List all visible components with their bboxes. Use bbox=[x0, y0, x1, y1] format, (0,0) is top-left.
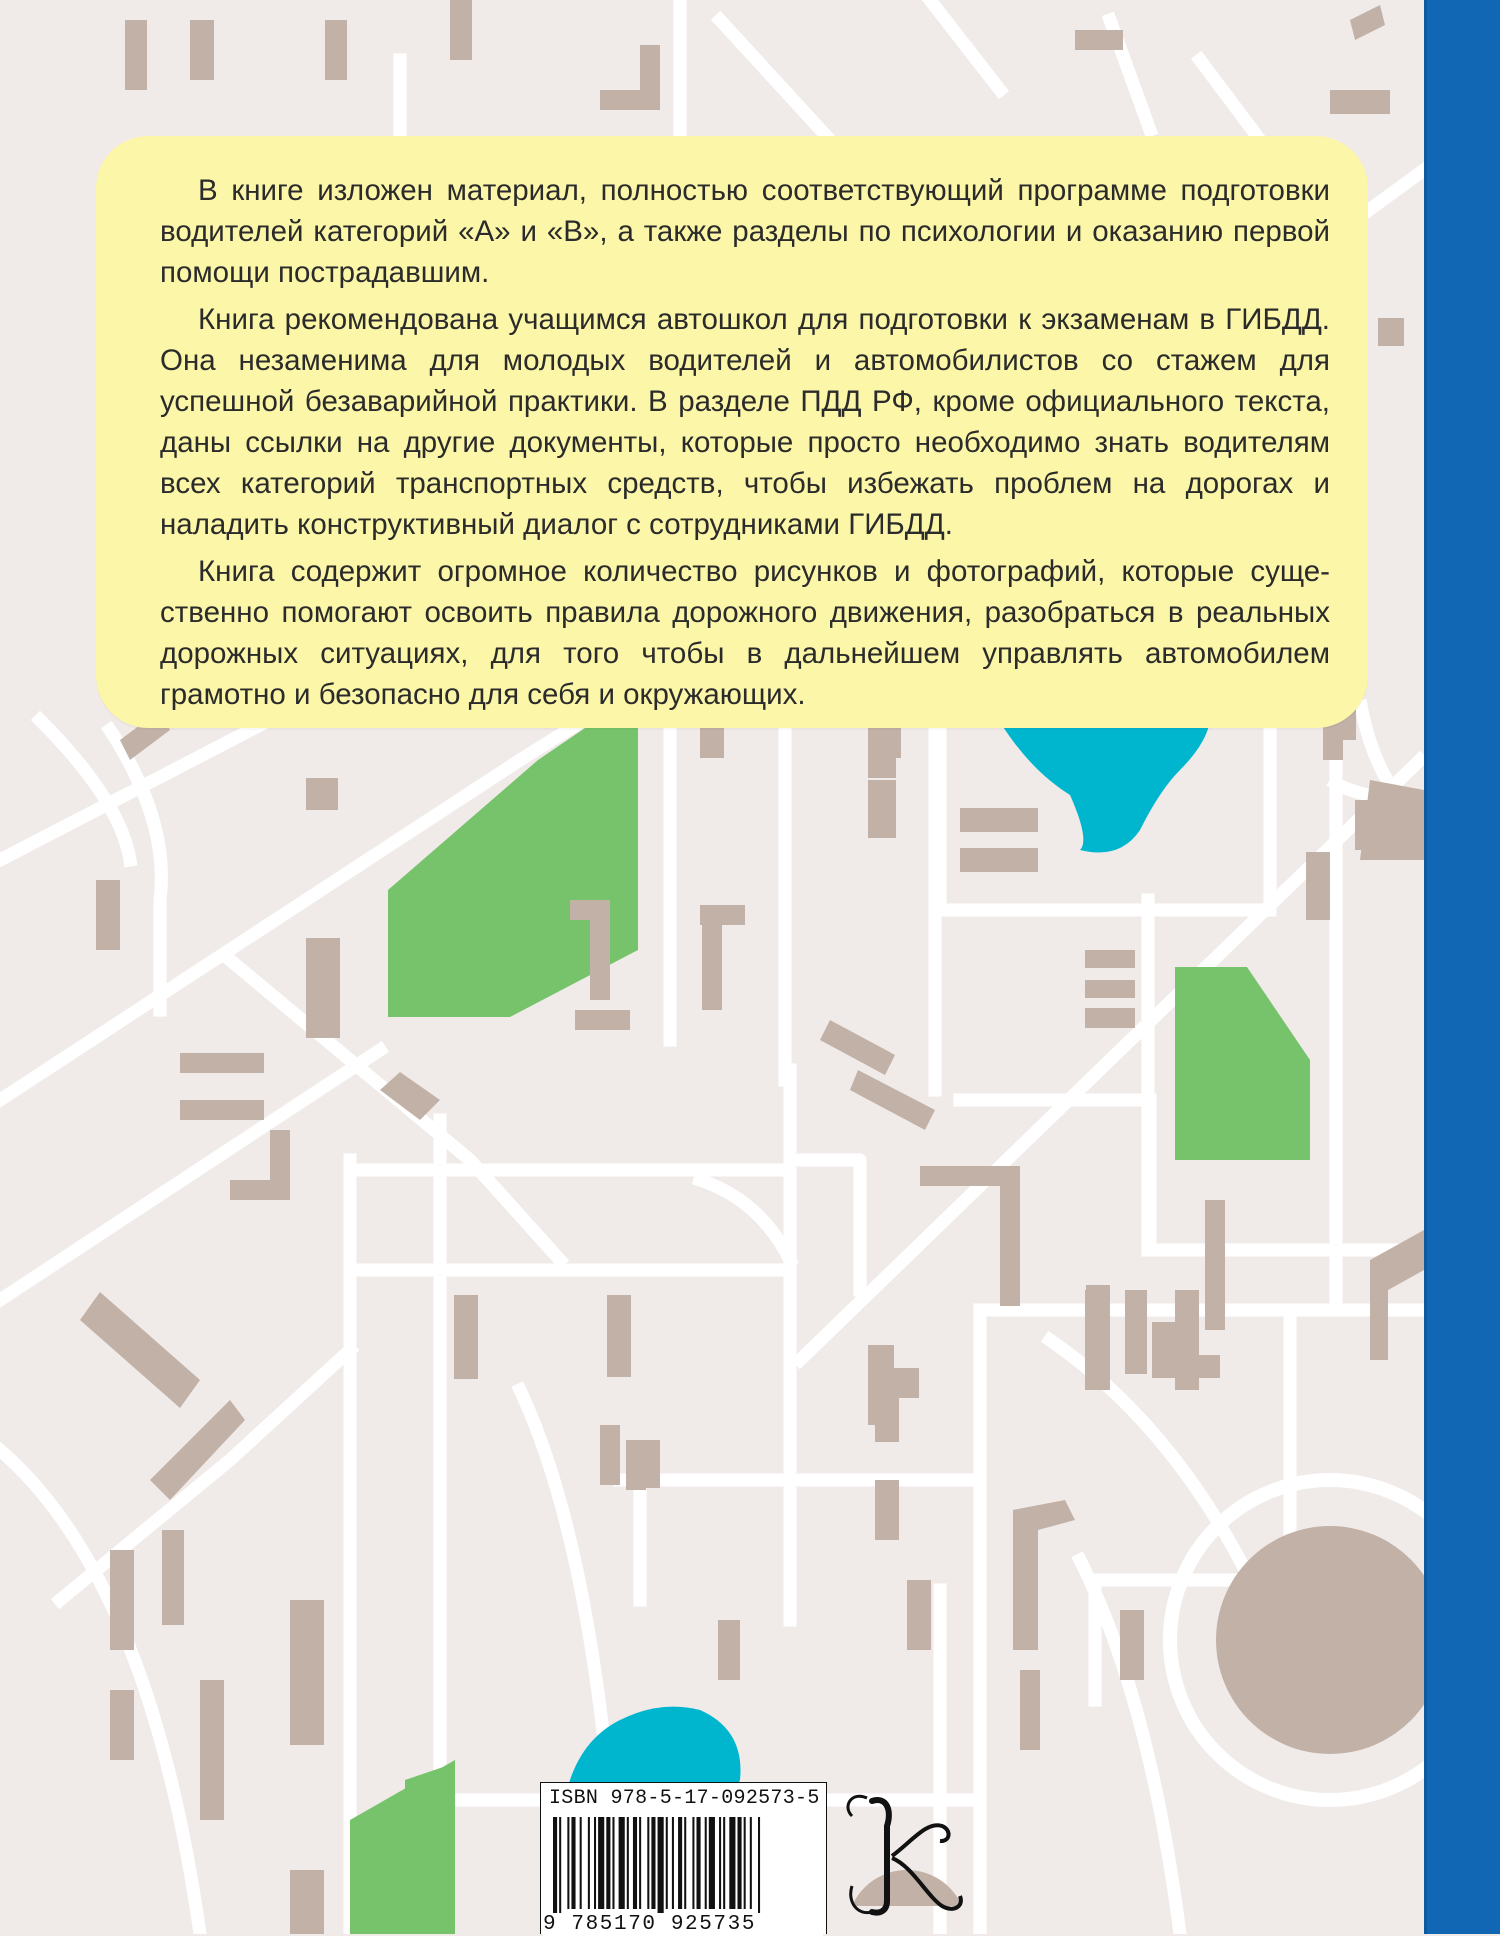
barcode-bar bbox=[651, 1817, 655, 1909]
barcode-image bbox=[549, 1817, 817, 1917]
barcode-bar bbox=[758, 1817, 760, 1917]
barcode-bar bbox=[723, 1817, 725, 1909]
barcode-bar bbox=[639, 1817, 641, 1909]
barcode-bar bbox=[729, 1817, 735, 1909]
paragraph-3: Книга содержит огромное количество рисунков и фотографий, которые существенно помогают освоить правила дорожного движения, разобраться в реальных дорожных ситуациях, для того чтобы в дальнейшем управлять автомобилем грамотно и безопасно для себя и окружающих. bbox=[160, 555, 1330, 711]
description-panel bbox=[96, 136, 1368, 728]
barcode-bar bbox=[697, 1817, 701, 1909]
barcode-bar bbox=[672, 1817, 674, 1909]
book-spine-strip bbox=[1424, 0, 1500, 1934]
barcode-bar bbox=[567, 1817, 569, 1909]
roundabout-center bbox=[1216, 1526, 1444, 1754]
barcode-bar bbox=[588, 1817, 590, 1909]
barcode-bar bbox=[571, 1817, 575, 1909]
barcode-bar bbox=[580, 1817, 582, 1909]
barcode-bar bbox=[612, 1817, 614, 1909]
barcode-bar bbox=[553, 1817, 557, 1917]
barcode-bar bbox=[559, 1817, 561, 1917]
barcode-bar bbox=[594, 1817, 596, 1909]
barcode-bar bbox=[705, 1817, 707, 1909]
isbn-label: ISBN 978-5-17-092573-5 bbox=[549, 1787, 820, 1810]
barcode-bar bbox=[692, 1817, 694, 1909]
barcode-bar bbox=[709, 1817, 715, 1909]
barcode-bar bbox=[750, 1817, 752, 1909]
barcode-bar bbox=[684, 1817, 686, 1909]
isbn-barcode-block bbox=[540, 1782, 827, 1934]
paragraph-1: В книге изложен материал, полностью соответствующий программе подготовки водителей категорий «А» и «В», а также разделы по психологии и оказанию первой помощи пострадавшим. bbox=[160, 174, 1330, 289]
building-accents bbox=[1353, 800, 1424, 850]
barcode-bar bbox=[619, 1817, 625, 1909]
barcode-bar bbox=[738, 1817, 742, 1909]
barcode-bar bbox=[666, 1817, 668, 1909]
barcode-bar bbox=[719, 1817, 721, 1909]
publisher-logo bbox=[832, 1786, 1002, 1934]
barcode-bar bbox=[647, 1817, 649, 1909]
paragraph-2: Книга рекомендована учащимся автошкол для подготовки к экзаменам в ГИБДД. Она незаменима для молодых водителей и автомобилистов со стажем для успешной безаварийной практики. В разделе ПДД РФ, кроме официального текста, даны ссылки на другие документы, которые просто необходимо знать водителям всех категорий транспортных средств, чтобы избежать проблем на дорогах и наладить конструктивный диалог с сотрудниками ГИБДД. bbox=[160, 303, 1330, 541]
barcode-digits: 9 785170 925735 bbox=[543, 1913, 823, 1936]
barcode-bar bbox=[658, 1817, 664, 1917]
barcode-bar bbox=[598, 1817, 604, 1909]
barcode-bar bbox=[744, 1817, 746, 1909]
description-text bbox=[160, 170, 1330, 715]
barcode-bar bbox=[627, 1817, 629, 1909]
barcode-bar bbox=[678, 1817, 682, 1909]
barcode-bar bbox=[606, 1817, 610, 1909]
barcode-bar bbox=[633, 1817, 637, 1909]
